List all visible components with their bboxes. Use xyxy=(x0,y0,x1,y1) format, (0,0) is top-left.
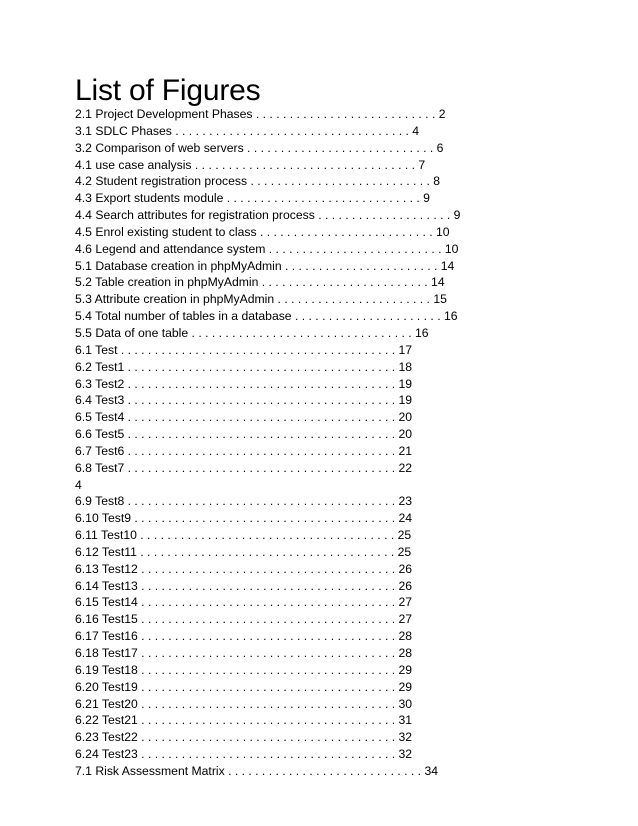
figure-entry: 4.6 Legend and attendance system . . . . . . . . . . . . . . . . . . . . . . . . . . 10 xyxy=(75,241,459,256)
figure-entry: 6.16 Test15 . . . . . . . . . . . . . . . . . . . . . . . . . . . . . . . . . . . . . . 27 xyxy=(75,612,413,627)
figure-entry: 3.2 Comparison of web servers . . . . . . . . . . . . . . . . . . . . . . . . . . . . 6 xyxy=(75,140,444,155)
figure-entry: 6.19 Test18 . . . . . . . . . . . . . . . . . . . . . . . . . . . . . . . . . . . . . . 29 xyxy=(75,662,413,677)
figure-entry: 6.18 Test17 . . . . . . . . . . . . . . . . . . . . . . . . . . . . . . . . . . . . . . 28 xyxy=(75,646,413,660)
figure-entry: 6.21 Test20 . . . . . . . . . . . . . . . . . . . . . . . . . . . . . . . . . . . . . . 30 xyxy=(75,696,413,711)
figure-entry: 5.5 Data of one table . . . . . . . . . . . . . . . . . . . . . . . . . . . . . . . . . 16 xyxy=(75,325,429,340)
figure-entry: 6.6 Test5 . . . . . . . . . . . . . . . . . . . . . . . . . . . . . . . . . . . . . . . . 20 xyxy=(75,427,413,442)
figure-entry: 5.4 Total number of tables in a database . . . . . . . . . . . . . . . . . . . . . . 16 xyxy=(75,309,458,324)
figure-entry: 6.9 Test8 . . . . . . . . . . . . . . . . . . . . . . . . . . . . . . . . . . . . . . . . 23 xyxy=(75,494,413,509)
figure-entry: 6.15 Test14 . . . . . . . . . . . . . . . . . . . . . . . . . . . . . . . . . . . . . . 27 xyxy=(75,595,413,610)
figure-entry: 6.14 Test13 . . . . . . . . . . . . . . . . . . . . . . . . . . . . . . . . . . . . . . 26 xyxy=(75,578,413,593)
figure-entry: 7.1 Risk Assessment Matrix . . . . . . . . . . . . . . . . . . . . . . . . . . . . . 34 xyxy=(75,763,439,778)
figure-entry: 6.2 Test1 . . . . . . . . . . . . . . . . . . . . . . . . . . . . . . . . . . . . . . . . 18 xyxy=(75,359,413,374)
figure-entry: 4.1 use case analysis . . . . . . . . . . . . . . . . . . . . . . . . . . . . . . . . . 7 xyxy=(75,157,426,172)
figure-entry: 5.2 Table creation in phpMyAdmin . . . . . . . . . . . . . . . . . . . . . . . . . 14 xyxy=(75,275,445,290)
figure-entry: 6.10 Test9 . . . . . . . . . . . . . . . . . . . . . . . . . . . . . . . . . . . . . . . 24 xyxy=(75,511,413,526)
figure-entry: 6.23 Test22 . . . . . . . . . . . . . . . . . . . . . . . . . . . . . . . . . . . . . . 32 xyxy=(75,730,413,745)
figure-entry: 6.12 Test11 . . . . . . . . . . . . . . . . . . . . . . . . . . . . . . . . . . . . . . 25 xyxy=(75,544,412,559)
figure-entry: 6.24 Test23 . . . . . . . . . . . . . . . . . . . . . . . . . . . . . . . . . . . . . . 32 xyxy=(75,747,413,762)
figure-entry: 3.1 SDLC Phases . . . . . . . . . . . . . . . . . . . . . . . . . . . . . . . . . . . 4 xyxy=(75,123,420,138)
figure-entry: 6.11 Test10 . . . . . . . . . . . . . . . . . . . . . . . . . . . . . . . . . . . . . . 25 xyxy=(75,528,412,543)
figure-entry: 2.1 Project Development Phases . . . . . . . . . . . . . . . . . . . . . . . . . . . 2 xyxy=(75,107,446,121)
page-title: List of Figures xyxy=(75,74,261,107)
figure-entry: 6.17 Test16 . . . . . . . . . . . . . . . . . . . . . . . . . . . . . . . . . . . . . . 28 xyxy=(75,629,413,644)
figure-list xyxy=(75,106,615,780)
figure-entry: 6.22 Test21 . . . . . . . . . . . . . . . . . . . . . . . . . . . . . . . . . . . . . . 31 xyxy=(75,713,413,728)
figure-entry: 5.1 Database creation in phpMyAdmin . . . . . . . . . . . . . . . . . . . . . . . 14 xyxy=(75,258,455,273)
page-number-marker: 4 xyxy=(75,477,82,492)
figure-entry: 4.4 Search attributes for registration process . . . . . . . . . . . . . . . . . . . . 9 xyxy=(75,208,461,223)
figure-entry: 6.1 Test . . . . . . . . . . . . . . . . . . . . . . . . . . . . . . . . . . . . . . . . . 17 xyxy=(75,342,413,357)
figure-entry: 4.5 Enrol existing student to class . . . . . . . . . . . . . . . . . . . . . . . . . . 10 xyxy=(75,224,450,239)
figure-entry: 4.3 Export students module . . . . . . . . . . . . . . . . . . . . . . . . . . . . . 9 xyxy=(75,191,430,206)
figure-entry: 6.7 Test6 . . . . . . . . . . . . . . . . . . . . . . . . . . . . . . . . . . . . . . . . 21 xyxy=(75,443,413,458)
figure-entry: 6.13 Test12 . . . . . . . . . . . . . . . . . . . . . . . . . . . . . . . . . . . . . . 26 xyxy=(75,561,413,576)
document-page xyxy=(75,76,615,780)
figure-entry: 5.3 Attribute creation in phpMyAdmin . . . . . . . . . . . . . . . . . . . . . . . 15 xyxy=(75,292,447,307)
figure-entry: 6.3 Test2 . . . . . . . . . . . . . . . . . . . . . . . . . . . . . . . . . . . . . . . . 19 xyxy=(75,376,413,391)
figure-entry: 6.8 Test7 . . . . . . . . . . . . . . . . . . . . . . . . . . . . . . . . . . . . . . . . 22 xyxy=(75,460,413,475)
figure-entry: 6.5 Test4 . . . . . . . . . . . . . . . . . . . . . . . . . . . . . . . . . . . . . . . . 20 xyxy=(75,410,413,425)
figure-entry: 6.4 Test3 . . . . . . . . . . . . . . . . . . . . . . . . . . . . . . . . . . . . . . . . 19 xyxy=(75,393,413,408)
figure-entry: 4.2 Student registration process . . . . . . . . . . . . . . . . . . . . . . . . . . . 8 xyxy=(75,174,441,189)
figure-entry: 6.20 Test19 . . . . . . . . . . . . . . . . . . . . . . . . . . . . . . . . . . . . . . 29 xyxy=(75,679,413,694)
